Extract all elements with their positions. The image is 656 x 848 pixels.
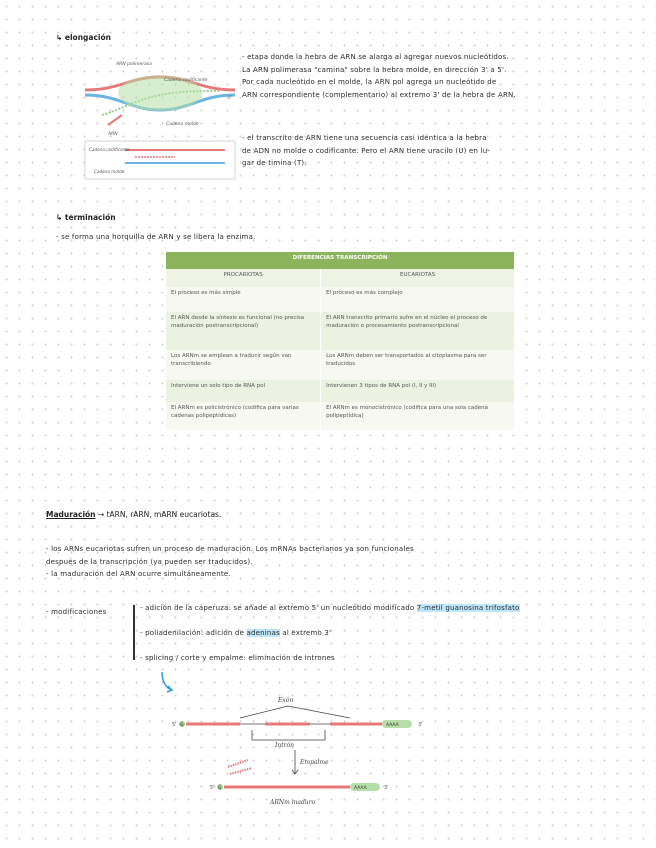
label-5prime-bottom: 5'	[210, 785, 215, 791]
label-arn: ARN	[108, 132, 118, 137]
elongacion-line: Por cada nucleótido en el molde, la ARN pol agrega un nucleótido de	[242, 78, 497, 86]
label-codificante: Cadena codificante	[164, 78, 208, 83]
maduracion-title: Maduración	[46, 510, 96, 519]
table-cell: Los ARNm deben ser transportados al citoplasma para ser traducidos	[321, 350, 514, 380]
mod-item-caperuza	[140, 603, 640, 613]
tail-bottom: AAAA	[354, 786, 367, 791]
elongacion-line: gar de timina (T).	[242, 159, 307, 167]
table-row	[166, 287, 514, 312]
table-cell: El proceso es más complejo	[321, 287, 514, 312]
table-cell: Intervienen 3 tipos de RNA pol (I, II y III)	[321, 380, 514, 402]
table-cell: El proceso es más simple	[166, 287, 321, 312]
mod-text: - poliadenilación: adición de	[140, 629, 247, 637]
table-cell: Los ARNm se emplean a traducir según van transcribiendo	[166, 350, 321, 380]
mod-highlight: 7-metil guanosina trifosfato	[416, 604, 520, 612]
label-molde: Cadena molde	[166, 122, 199, 127]
terminacion-heading: ↳ terminación	[56, 213, 116, 222]
table-row	[166, 380, 514, 402]
modificaciones-label: - modificaciones	[46, 608, 107, 616]
label-empalme: Empalme	[300, 759, 329, 766]
elongacion-line: ARN correspondiente (complementario) al extremo 3' de la hebra de ARN.	[242, 90, 516, 99]
maduracion-heading	[46, 510, 221, 519]
elongacion-paragraph-2	[242, 133, 642, 171]
table-cell: El ARN desde la síntesis es funcional (no precisa maduración postranscripcional)	[166, 312, 321, 350]
tail-top: AAAA	[386, 723, 399, 728]
label-5prime: 5'	[228, 96, 233, 101]
table-row	[166, 402, 514, 430]
maduracion-line: después de la transcripción (ya pueden ser traducidos).	[46, 557, 253, 566]
label-polimerasa: ARN polimerasa	[116, 62, 152, 67]
mod-text: - adición de la caperuza: se añade al extremo 5' un nucleótido modificado	[140, 604, 417, 612]
table-title: DIFERENCIAS TRANSCRIPCIÓN	[166, 252, 514, 269]
elongacion-line: - etapa donde la hebra de ARN se alarga al agregar nuevos nucleótidos.	[242, 53, 509, 61]
table-cell: Interviene un solo tipo de RNA pol	[166, 380, 321, 402]
terminacion-line: - se forma una horquilla de ARN y se libera la enzima.	[56, 233, 256, 241]
label-5prime-top: 5'	[172, 722, 177, 728]
table-cell: El ARNm es monocistrónico (codifica para una sola cadena polipeptídica)	[321, 402, 514, 430]
maduracion-lines	[46, 544, 626, 582]
table-cell: El ARNm es policistrónico (codifica para varias cadenas polipeptídicas)	[166, 402, 321, 430]
cap-top: G	[180, 721, 184, 727]
label-3prime-bottom: 3'	[384, 785, 389, 791]
table-header-eucariotas: EUCARIOTAS	[321, 269, 514, 287]
maduracion-line: - los ARNs eucariotas sufren un proceso de maduración. Los mRNAs bacterianos ya son funcionales	[46, 545, 414, 553]
label-arnm-maduro: ARNm maduro	[270, 799, 316, 806]
elongation-diagram	[80, 55, 240, 185]
elongacion-heading: ↳ elongación	[56, 33, 111, 42]
maduracion-title-rest: → tARN, rARN, mARN eucariotas.	[95, 510, 222, 519]
mod-item-poliadenilacion	[140, 629, 331, 637]
elongacion-line: de ADN no molde o codificante. Pero el ARN tiene uracilo (U) en lu-	[242, 146, 491, 155]
table-row	[166, 312, 514, 350]
table-row	[166, 350, 514, 380]
differences-table	[166, 252, 514, 430]
mod-after: al extremo 3'	[279, 629, 332, 637]
label-exon: Exón	[278, 697, 294, 704]
mod-highlight: adeninas	[246, 629, 280, 637]
mod-text: - splicing / corte y empalme: eliminación de intrones	[140, 654, 335, 662]
modificaciones-bracket	[133, 605, 135, 660]
mod-item-splicing	[140, 654, 335, 662]
elongacion-paragraph-1	[242, 52, 642, 102]
label-box-codificante: Cadena codificante	[89, 147, 130, 152]
cap-bottom: G	[218, 784, 222, 790]
label-box-molde: Cadena molde	[94, 169, 125, 174]
table-cell: El ARN transcrito primario sufre en el núcleo el proceso de maduración o procesamiento postranscripcional	[321, 312, 514, 350]
elongacion-line: - el transcrito de ARN tiene una secuencia casi idéntica a la hebra	[242, 134, 487, 142]
label-intron: Intrón	[275, 742, 294, 749]
maduracion-line: - la maduración del ARN ocurre simultáneamente.	[46, 570, 231, 578]
label-3prime-top: 3'	[418, 722, 423, 728]
table-header-procariotas: PROCARIOTAS	[166, 269, 321, 287]
splicing-diagram	[170, 692, 440, 812]
arrow-down-icon	[158, 670, 178, 694]
elongacion-line: La ARN polimerasa "camina" sobre la hebra molde, en dirección 3' a 5'.	[242, 65, 507, 74]
